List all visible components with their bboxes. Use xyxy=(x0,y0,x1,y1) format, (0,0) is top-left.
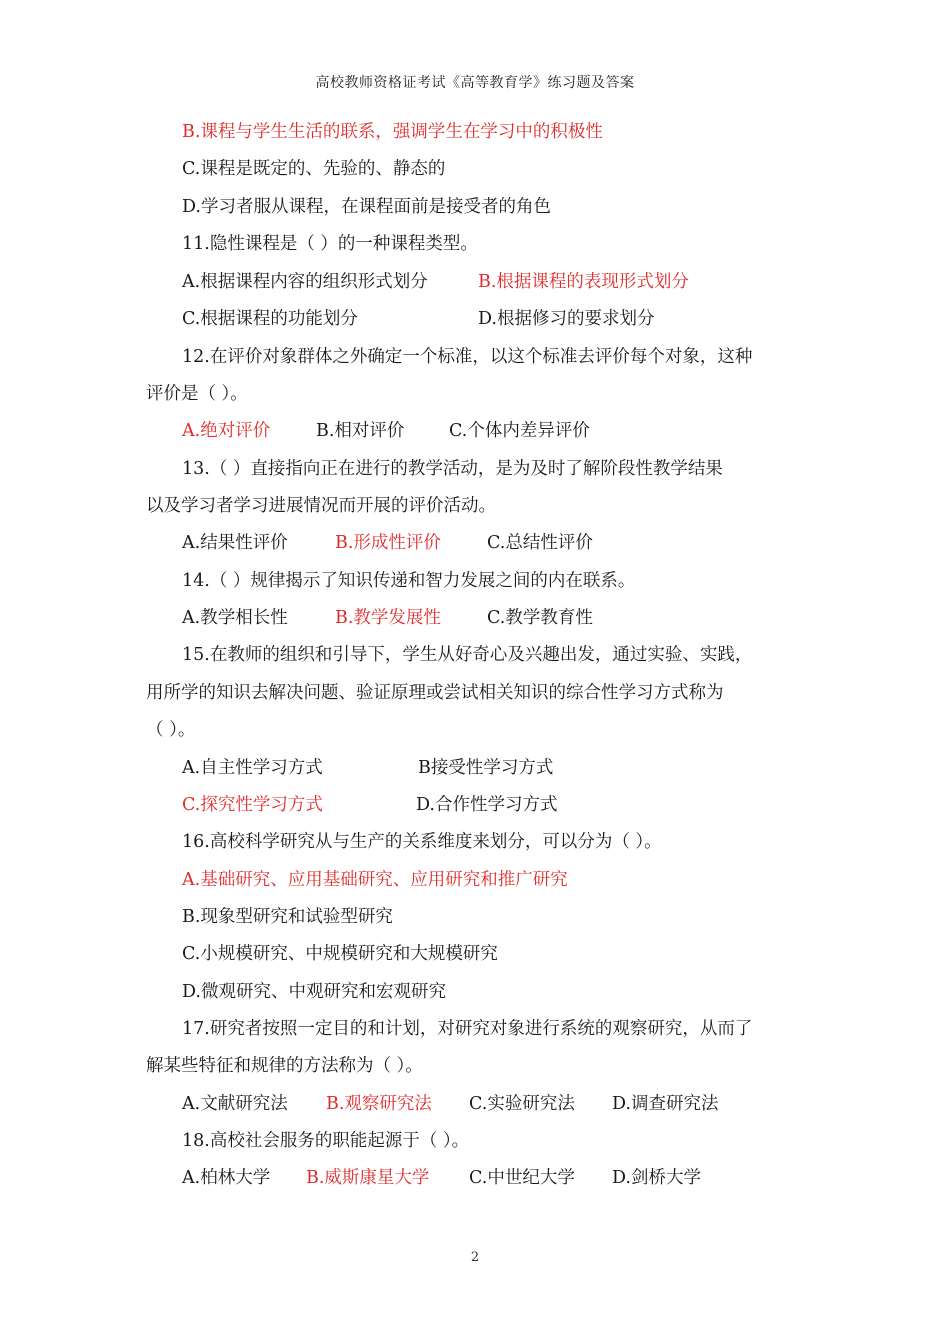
q16-option-b: B.现象型研究和试验型研究 xyxy=(182,907,393,927)
q17-option-a: A.文献研究法 xyxy=(182,1094,288,1114)
option-c: C.课程是既定的、先验的、静态的 xyxy=(182,159,446,179)
option-d: D.学习者服从课程，在课程面前是接受者的角色 xyxy=(182,197,551,217)
q13-option-c: C.总结性评价 xyxy=(487,533,593,553)
question-14: 14.（ ）规律揭示了知识传递和智力发展之间的内在联系。 xyxy=(182,571,636,591)
q12-option-c: C.个体内差异评价 xyxy=(449,421,590,441)
question-12-options xyxy=(0,419,950,443)
question-18: 18.高校社会服务的职能起源于（ ）。 xyxy=(182,1131,470,1151)
q16-option-a-answer: A.基础研究、应用基础研究、应用研究和推广研究 xyxy=(182,870,568,890)
question-14-options xyxy=(0,606,950,630)
q14-option-c: C.教学教育性 xyxy=(487,608,593,628)
q17-option-c: C.实验研究法 xyxy=(469,1094,575,1114)
question-11-options-row-1 xyxy=(0,270,950,294)
q17-option-d: D.调查研究法 xyxy=(612,1094,719,1114)
question-15-options-row-2 xyxy=(0,793,950,817)
q18-option-d: D.剑桥大学 xyxy=(612,1168,701,1188)
q18-option-a: A.柏林大学 xyxy=(182,1168,271,1188)
question-15-line-1: 15.在教师的组织和引导下，学生从好奇心及兴趣出发，通过实验、实践， xyxy=(182,645,753,665)
question-13-options xyxy=(0,531,950,555)
q15-option-d: D.合作性学习方式 xyxy=(416,795,558,815)
question-12-line-1: 12.在评价对象群体之外确定一个标准，以这个标准去评价每个对象，这种 xyxy=(182,347,753,367)
q14-option-b-answer: B.教学发展性 xyxy=(335,608,441,628)
q11-option-c: C.根据课程的功能划分 xyxy=(182,309,358,329)
q16-option-d: D.微观研究、中观研究和宏观研究 xyxy=(182,982,446,1002)
q18-option-b-answer: B.威斯康星大学 xyxy=(306,1168,430,1188)
q13-option-a: A.结果性评价 xyxy=(182,533,288,553)
q15-option-c-answer: C.探究性学习方式 xyxy=(182,795,323,815)
question-17-line-2: 解某些特征和规律的方法称为（ ）。 xyxy=(146,1056,423,1076)
q12-option-b: B.相对评价 xyxy=(316,421,405,441)
q11-option-b-answer: B.根据课程的表现形式划分 xyxy=(478,272,689,292)
q13-option-b-answer: B.形成性评价 xyxy=(335,533,441,553)
question-17-line-1: 17.研究者按照一定目的和计划，对研究对象进行系统的观察研究，从而了 xyxy=(182,1019,753,1039)
q12-option-a-answer: A.绝对评价 xyxy=(182,421,271,441)
question-13-line-2: 以及学习者学习进展情况而开展的评价活动。 xyxy=(146,496,496,516)
q15-option-a: A.自主性学习方式 xyxy=(182,758,323,778)
question-15-line-3: （ ）。 xyxy=(146,720,196,740)
question-11: 11.隐性课程是（ ）的一种课程类型。 xyxy=(182,234,478,254)
page-header: 高校教师资格证考试《高等教育学》练习题及答案 xyxy=(315,75,635,91)
q16-option-c: C.小规模研究、中规模研究和大规模研究 xyxy=(182,944,498,964)
q15-option-b: B接受性学习方式 xyxy=(418,758,554,778)
question-18-options xyxy=(0,1166,950,1190)
q14-option-a: A.教学相长性 xyxy=(182,608,288,628)
question-12-line-2: 评价是（ ）。 xyxy=(146,384,248,404)
q11-option-a: A.根据课程内容的组织形式划分 xyxy=(182,272,428,292)
question-16: 16.高校科学研究从与生产的关系维度来划分，可以分为（ ）。 xyxy=(182,832,662,852)
q18-option-c: C.中世纪大学 xyxy=(469,1168,575,1188)
question-15-line-2: 用所学的知识去解决问题、验证原理或尝试相关知识的综合性学习方式称为 xyxy=(146,683,724,703)
option-b-answer: B.课程与学生生活的联系，强调学生在学习中的积极性 xyxy=(182,122,603,142)
question-17-options xyxy=(0,1092,950,1116)
question-15-options-row-1 xyxy=(0,756,950,780)
page-number: 2 xyxy=(470,1250,480,1265)
q11-option-d: D.根据修习的要求划分 xyxy=(478,309,655,329)
question-11-options-row-2 xyxy=(0,307,950,331)
q17-option-b-answer: B.观察研究法 xyxy=(326,1094,432,1114)
question-13-line-1: 13.（ ）直接指向正在进行的教学活动，是为及时了解阶段性教学结果 xyxy=(182,459,723,479)
